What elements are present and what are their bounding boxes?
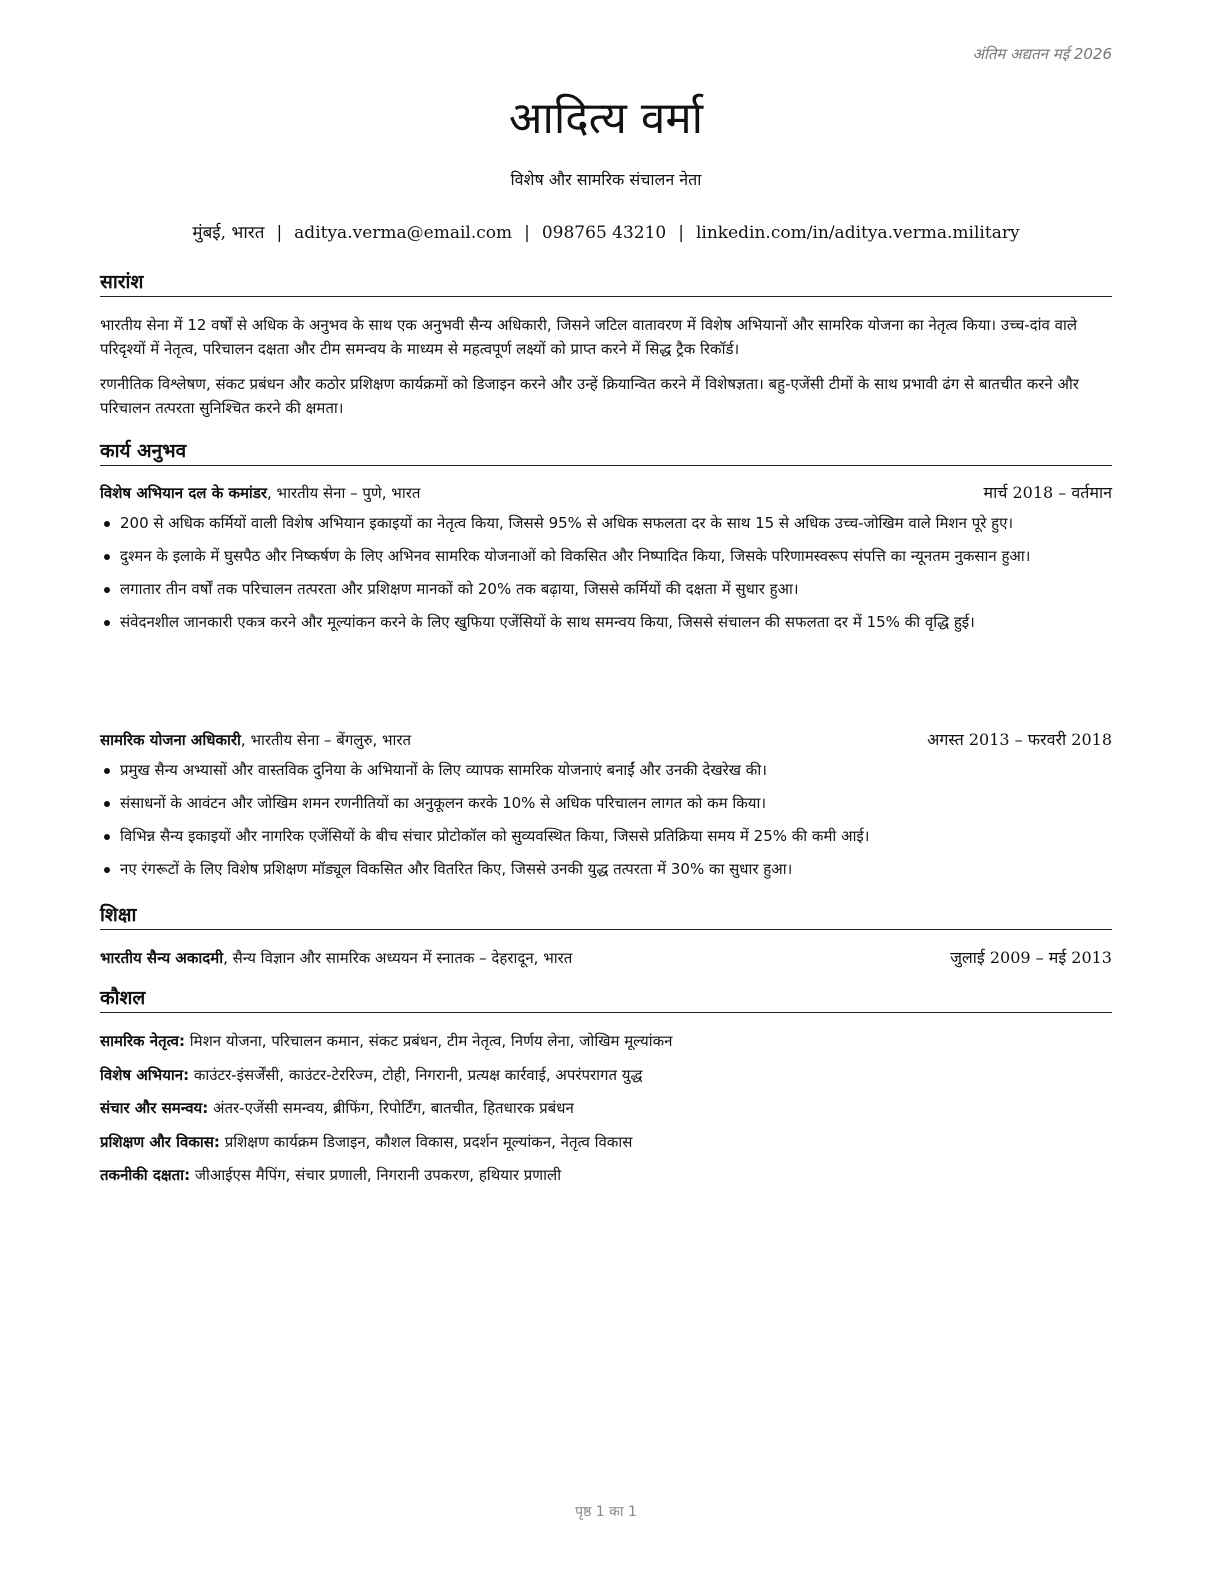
job-header xyxy=(100,728,1112,752)
list-item: 200 से अधिक कर्मियों वाली विशेष अभियान इकाइयों का नेतृत्व किया, जिससे 95% से अधिक सफलता दर के साथ 15 से अधिक उच्च-जोखिम वाले मिशन पूरे हुए। xyxy=(100,511,1112,535)
skill-row xyxy=(100,1096,1112,1120)
contact-separator: | xyxy=(678,223,684,243)
skill-row xyxy=(100,1163,1112,1187)
section-heading-summary: सारांश xyxy=(100,270,1112,297)
skill-row xyxy=(100,1029,1112,1053)
contact-line xyxy=(100,220,1112,243)
list-item: दुश्मन के इलाके में घुसपैठ और निष्कर्षण के लिए अभिनव सामरिक योजनाओं को विकसित और निष्पादित किया, जिसके परिणामस्वरूप संपत्ति का न्यूनतम नुकसान हुआ। xyxy=(100,544,1112,568)
skill-row xyxy=(100,1130,1112,1154)
education-dates: जुलाई 2009 – मई 2013 xyxy=(950,948,1112,967)
skill-value: मिशन योजना, परिचालन कमान, संकट प्रबंधन, टीम नेतृत्व, निर्णय लेना, जोखिम मूल्यांकन xyxy=(184,1032,673,1050)
contact-separator: | xyxy=(524,223,530,243)
candidate-name: आदित्य वर्मा xyxy=(508,93,704,144)
section-heading-skills: कौशल xyxy=(100,986,1112,1013)
skill-label: सामरिक नेतृत्व: xyxy=(100,1032,185,1050)
job-role: सामरिक योजना अधिकारी xyxy=(100,731,241,749)
last-updated: अंतिम अद्यतन मई 2026 xyxy=(972,45,1112,63)
contact-phone: 098765 43210 xyxy=(541,223,667,243)
summary-paragraph: भारतीय सेना में 12 वर्षों से अधिक के अनुभव के साथ एक अनुभवी सैन्य अधिकारी, जिसने जटिल वातावरण में विशेष अभियानों और सामरिक योजना का नेतृत्व किया। उच्च-दांव वाले परिदृश्यों में नेतृत्व, परिचालन दक्षता और टीम समन्वय के माध्यम से महत्वपूर्ण लक्ष्यों को प्राप्त करने में सिद्ध ट्रैक रिकॉर्ड। xyxy=(100,316,1078,358)
skill-value: जीआईएस मैपिंग, संचार प्रणाली, निगरानी उपकरण, हथियार प्रणाली xyxy=(190,1166,562,1184)
education-degree: , सैन्य विज्ञान और सामरिक अध्ययन में स्नातक – देहरादून, भारत xyxy=(223,949,573,967)
skill-label: प्रशिक्षण और विकास: xyxy=(100,1133,220,1151)
job-bullet-list xyxy=(100,511,1112,643)
job-org: , भारतीय सेना – पुणे, भारत xyxy=(266,484,421,502)
list-item: लगातार तीन वर्षों तक परिचालन तत्परता और प्रशिक्षण मानकों को 20% तक बढ़ाया, जिससे कर्मियों की दक्षता में सुधार हुआ। xyxy=(100,577,1112,601)
skill-label: संचार और समन्वय: xyxy=(100,1099,209,1117)
job-org: , भारतीय सेना – बेंगलुरु, भारत xyxy=(240,731,412,749)
skill-row xyxy=(100,1063,1112,1087)
job-role: विशेष अभियान दल के कमांडर xyxy=(100,484,267,502)
skill-label: विशेष अभियान: xyxy=(100,1066,190,1084)
candidate-title: विशेष और सामरिक संचालन नेता xyxy=(510,170,702,189)
list-item: विभिन्न सैन्य इकाइयों और नागरिक एजेंसियों के बीच संचार प्रोटोकॉल को सुव्यवस्थित किया, जिससे प्रतिक्रिया समय में 25% की कमी आई। xyxy=(100,824,1112,848)
job-header xyxy=(100,481,1112,505)
contact-location: मुंबई, भारत xyxy=(192,223,265,243)
page-number: पृष्ठ 1 का 1 xyxy=(575,1504,637,1520)
education-school: भारतीय सैन्य अकादमी xyxy=(100,949,224,967)
section-heading-education: शिक्षा xyxy=(100,903,1112,930)
list-item: प्रमुख सैन्य अभ्यासों और वास्तविक दुनिया के अभियानों के लिए व्यापक सामरिक योजनाएं बनाईं और उनकी देखरेख की। xyxy=(100,758,1112,782)
contact-linkedin[interactable]: linkedin.com/in/aditya.verma.military xyxy=(695,223,1020,243)
job-bullet-list xyxy=(100,758,1112,890)
contact-email[interactable]: aditya.verma@email.com xyxy=(294,223,513,243)
skill-value: प्रशिक्षण कार्यक्रम डिजाइन, कौशल विकास, प्रदर्शन मूल्यांकन, नेतृत्व विकास xyxy=(219,1133,633,1151)
job-dates: मार्च 2018 – वर्तमान xyxy=(983,483,1112,502)
resume-page xyxy=(100,0,1112,1584)
skill-label: तकनीकी दक्षता: xyxy=(100,1166,191,1184)
list-item: संसाधनों के आवंटन और जोखिम शमन रणनीतियों का अनुकूलन करके 10% से अधिक परिचालन लागत को कम किया। xyxy=(100,791,1112,815)
list-item: संवेदनशील जानकारी एकत्र करने और मूल्यांकन करने के लिए खुफिया एजेंसियों के साथ समन्वय किया, जिससे संचालन की सफलता दर में 15% की वृद्धि हुई। xyxy=(100,610,1112,634)
skill-value: अंतर-एजेंसी समन्वय, ब्रीफिंग, रिपोर्टिंग, बातचीत, हितधारक प्रबंधन xyxy=(208,1099,574,1117)
section-heading-experience: कार्य अनुभव xyxy=(100,439,1112,466)
education-row xyxy=(100,946,1112,970)
contact-separator: | xyxy=(276,223,283,243)
list-item: नए रंगरूटों के लिए विशेष प्रशिक्षण मॉड्यूल विकसित और वितरित किए, जिससे उनकी युद्ध तत्परता में 30% का सुधार हुआ। xyxy=(100,857,1112,881)
skill-value: काउंटर-इंसर्जेंसी, काउंटर-टेररिज्म, टोही, निगरानी, प्रत्यक्ष कार्रवाई, अपरंपरागत युद्ध xyxy=(189,1066,643,1084)
job-dates: अगस्त 2013 – फरवरी 2018 xyxy=(927,730,1112,749)
summary-paragraph: रणनीतिक विश्लेषण, संकट प्रबंधन और कठोर प्रशिक्षण कार्यक्रमों को डिजाइन करने और उन्हें क्रियान्वित करने में विशेषज्ञता। बहु-एजेंसी टीमों के साथ प्रभावी ढंग से बातचीत करने और परिचालन तत्परता सुनिश्चित करने की क्षमता। xyxy=(100,375,1079,417)
